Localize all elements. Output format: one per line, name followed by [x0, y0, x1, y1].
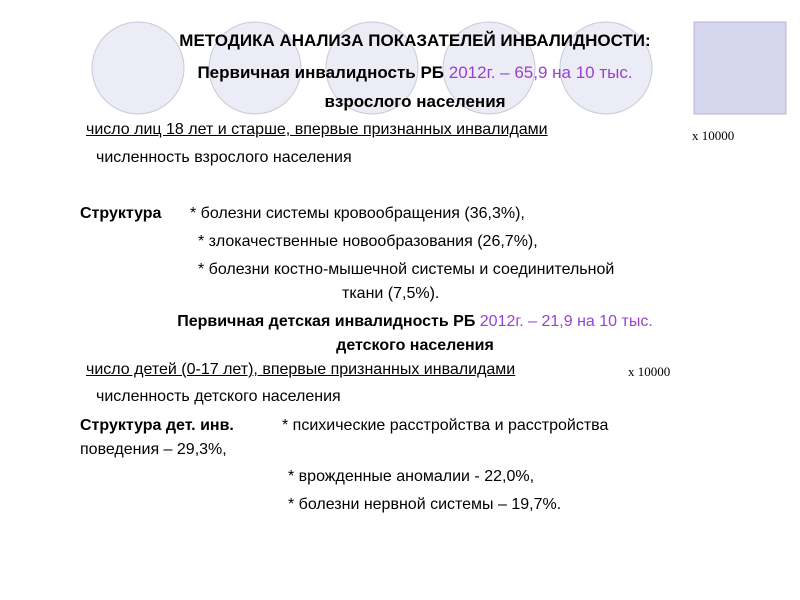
adult-formula-multiplier: х 10000: [692, 128, 735, 143]
adult-title-value: 2012г. – 65,9 на 10 тыс.: [448, 63, 633, 82]
child-formula-denominator: численность детского населения: [96, 388, 341, 405]
adult-structure-label: Структура: [80, 205, 162, 222]
adult-structure-item: * болезни системы кровообращения (36,3%),: [190, 205, 525, 222]
child-structure-item: поведения – 29,3%,: [80, 441, 227, 458]
adult-structure-item: * злокачественные новообразования (26,7%),: [198, 233, 538, 250]
adult-title-suffix: взрослого населения: [324, 92, 506, 111]
child-structure-item: * психические расстройства и расстройства: [282, 417, 609, 434]
adult-formula-denominator: численность взрослого населения: [96, 149, 352, 166]
child-formula-multiplier: х 10000: [628, 364, 671, 379]
child-title: [0, 312, 800, 332]
adult-title: [0, 63, 800, 83]
child-title-value: 2012г. – 21,9 на 10 тыс.: [479, 313, 653, 330]
child-title-suffix: детского населения: [336, 337, 494, 354]
adult-title-prefix: Первичная инвалидность РБ: [197, 63, 449, 82]
adult-structure-item: ткани (7,5%).: [342, 285, 440, 302]
page-title: МЕТОДИКА АНАЛИЗА ПОКАЗАТЕЛЕЙ ИНВАЛИДНОСТИ:: [179, 31, 651, 50]
adult-formula-numerator: число лиц 18 лет и старше, впервые признанных инвалидами: [86, 121, 548, 138]
child-title-prefix: Первичная детская инвалидность РБ: [177, 313, 480, 330]
child-structure-item: * врожденные аномалии - 22,0%,: [288, 468, 535, 485]
adult-structure-item: * болезни костно-мышечной системы и соединительной: [198, 261, 615, 278]
child-structure-item: * болезни нервной системы – 19,7%.: [288, 496, 562, 513]
child-structure-label: Структура дет. инв.: [80, 417, 234, 434]
child-formula-numerator: число детей (0-17 лет), впервые признанных инвалидами: [86, 361, 516, 378]
